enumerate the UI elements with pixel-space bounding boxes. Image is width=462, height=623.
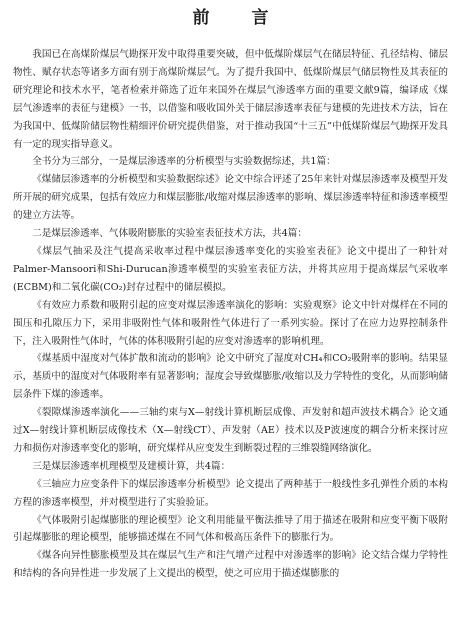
paragraph: 《有效应力系数和吸附引起的应变对煤层渗透率演化的影响：实验观察》论文中针对煤样在不同的围压和孔隙压力下，采用非吸附性气体和吸附性气体进行了一系列实验。探讨了在应力边界控制条件下，注入吸附性气体时，气体的体积吸附引起的应变对渗透率的影响机理。 [13,299,448,347]
paragraph: 三是煤层渗透率机理模型及建模计算，共4篇： [32,460,231,472]
paragraph: 二是煤层渗透率、气体吸附膨胀的实验室表征技术方法，共4篇： [32,228,307,240]
paragraph: 《三轴应力应变条件下的煤层渗透率分析模型》论文提出了两种基于一般线性多孔弹性介质的本构方程的渗透率模型，并对模型进行了实验验证。 [13,478,448,508]
paragraph: 全书分为三部分，一是煤层渗透率的分析模型与实验数据综述，共1篇： [32,156,336,168]
paragraph: 《煤基质中湿度对气体扩散和流动的影响》论文中研究了湿度对CH₄和CO₂吸附率的影响。结果显示，基质中的湿度对气体吸附率有显著影响；湿度会导致煤膨胀/收缩以及力学特性的变化，从而影响储层条件下煤的渗透率。 [13,353,448,401]
page-title: 前 言 [192,8,287,28]
paragraph: 《煤各向异性膨胀模型及其在煤层气生产和注气增产过程中对渗透率的影响》论文结合煤力学特性和结构的各向异性进一步发展了上文提出的模型，使之可应用于描述煤膨胀的 [13,550,448,580]
paragraph: 我国已在高煤阶煤层气勘探开发中取得重要突破，但中低煤阶煤层气在储层特征、孔径结构、储层物性、赋存状态等诸多方面有别于高煤阶煤层气。为了提升我国中、低煤阶煤层气储层物性及其表征的研究理论和技术水平，笔者检索并筛选了近年来国外在煤层气渗透率方面的重要文献9篇，编译成《煤层气渗透率的表征与建模》一书，以借鉴和吸收国外关于储层渗透率表征与建模的先进技术方法，旨在为我国中、低煤阶储层物性精细评价研究提供借鉴，对于推动我国“十三五”中低煤阶煤层气勘探开发具有一定的现实指导意义。 [13,49,448,150]
paragraph: 《气体吸附引起煤膨胀的理论模型》论文利用能量平衡法推导了用于描述在吸附和应变平衡下吸附引起煤膨胀的理论模型，能够描述煤在不同气体和极高压条件下的膨胀行为。 [13,514,448,544]
paragraph: 《煤储层渗透率的分析模型和实验数据综述》论文中综合评述了25年来针对煤层渗透率及模型开发所开展的研究成果，包括有效应力和煤层膨胀/收缩对煤层渗透率的影响、煤层渗透率特征和渗透率模型的建立方法等。 [13,174,448,222]
paragraph: 《裂隙煤渗透率演化——三轴约束与X—射线计算机断层成像、声发射和超声波技术耦合》论文通过X—射线计算机断层成像技术（X—射线CT）、声发射（AE）技术以及P波速度的耦合分析来探讨应力和损伤对渗透率变化的影响，研究煤样从应变发生到断裂过程的三维裂缝网络演化。 [13,407,448,454]
paragraph: 《煤层气抽采及注气提高采收率过程中煤层渗透率变化的实验室表征》论文中提出了一种针对Palmer-Mansoori和Shi-Durucan渗透率模型的实验室表征方法，并将其应用于提高煤层气采收率(ECBM)和二氧化碳(CO₂)封存过程中的储层模拟。 [13,245,448,293]
document-body [13,46,448,583]
